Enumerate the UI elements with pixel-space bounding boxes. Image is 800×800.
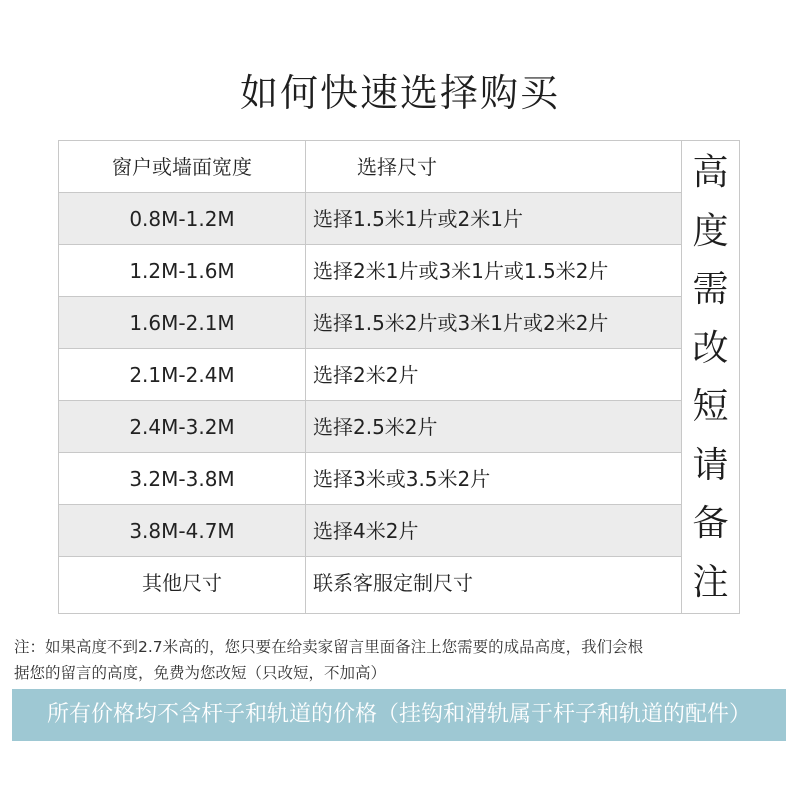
footnote-line: 据您的留言的高度，免费为您改短（只改短，不加高） xyxy=(14,664,387,682)
table-row xyxy=(59,193,681,245)
side-note-char: 注 xyxy=(692,561,729,603)
table-row xyxy=(59,297,681,349)
select-cell: 选择3米或3.5米2片 xyxy=(313,467,491,491)
footnote xyxy=(14,634,794,686)
side-note-char: 备 xyxy=(692,503,729,545)
select-cell: 选择2米2片 xyxy=(313,363,419,387)
select-cell: 选择4米2片 xyxy=(313,519,419,543)
width-cell: 1.6M-2.1M xyxy=(129,311,235,335)
table-header-row xyxy=(59,141,681,193)
select-cell: 选择2米1片或3米1片或1.5米2片 xyxy=(313,259,609,283)
side-note-char: 短 xyxy=(692,386,729,428)
size-selection-table xyxy=(58,140,682,614)
table-row xyxy=(59,401,681,453)
side-note-char: 需 xyxy=(692,269,729,311)
select-cell: 联系客服定制尺寸 xyxy=(313,571,473,595)
column-divider xyxy=(305,141,306,613)
table-row xyxy=(59,557,681,613)
side-note-char: 改 xyxy=(692,327,729,369)
footnote-line: 注：如果高度不到2.7米高的，您只要在给卖家留言里面备注上您需要的成品高度，我们会根 xyxy=(14,638,644,656)
width-cell: 3.8M-4.7M xyxy=(129,519,235,543)
page-title: 如何快速选择购买 xyxy=(239,71,560,115)
select-cell: 选择1.5米1片或2米1片 xyxy=(313,207,523,231)
header-select: 选择尺寸 xyxy=(357,155,437,179)
table-row xyxy=(59,245,681,297)
width-cell: 0.8M-1.2M xyxy=(129,207,235,231)
side-note-char: 请 xyxy=(692,444,729,486)
side-note-char: 度 xyxy=(692,210,729,252)
width-cell: 3.2M-3.8M xyxy=(129,467,235,491)
width-cell: 1.2M-1.6M xyxy=(129,259,235,283)
side-note-char: 高 xyxy=(692,152,729,193)
table-row xyxy=(59,349,681,401)
width-cell: 其他尺寸 xyxy=(142,571,222,595)
select-cell: 选择1.5米2片或3米1片或2米2片 xyxy=(313,311,609,335)
height-note-column xyxy=(682,140,740,614)
header-width: 窗户或墙面宽度 xyxy=(112,155,252,179)
table-row xyxy=(59,505,681,557)
price-notice-banner: 所有价格均不含杆子和轨道的价格（挂钩和滑轨属于杆子和轨道的配件） xyxy=(12,689,786,741)
width-cell: 2.4M-3.2M xyxy=(129,415,235,439)
select-cell: 选择2.5米2片 xyxy=(313,415,438,439)
width-cell: 2.1M-2.4M xyxy=(129,363,235,387)
table-row xyxy=(59,453,681,505)
